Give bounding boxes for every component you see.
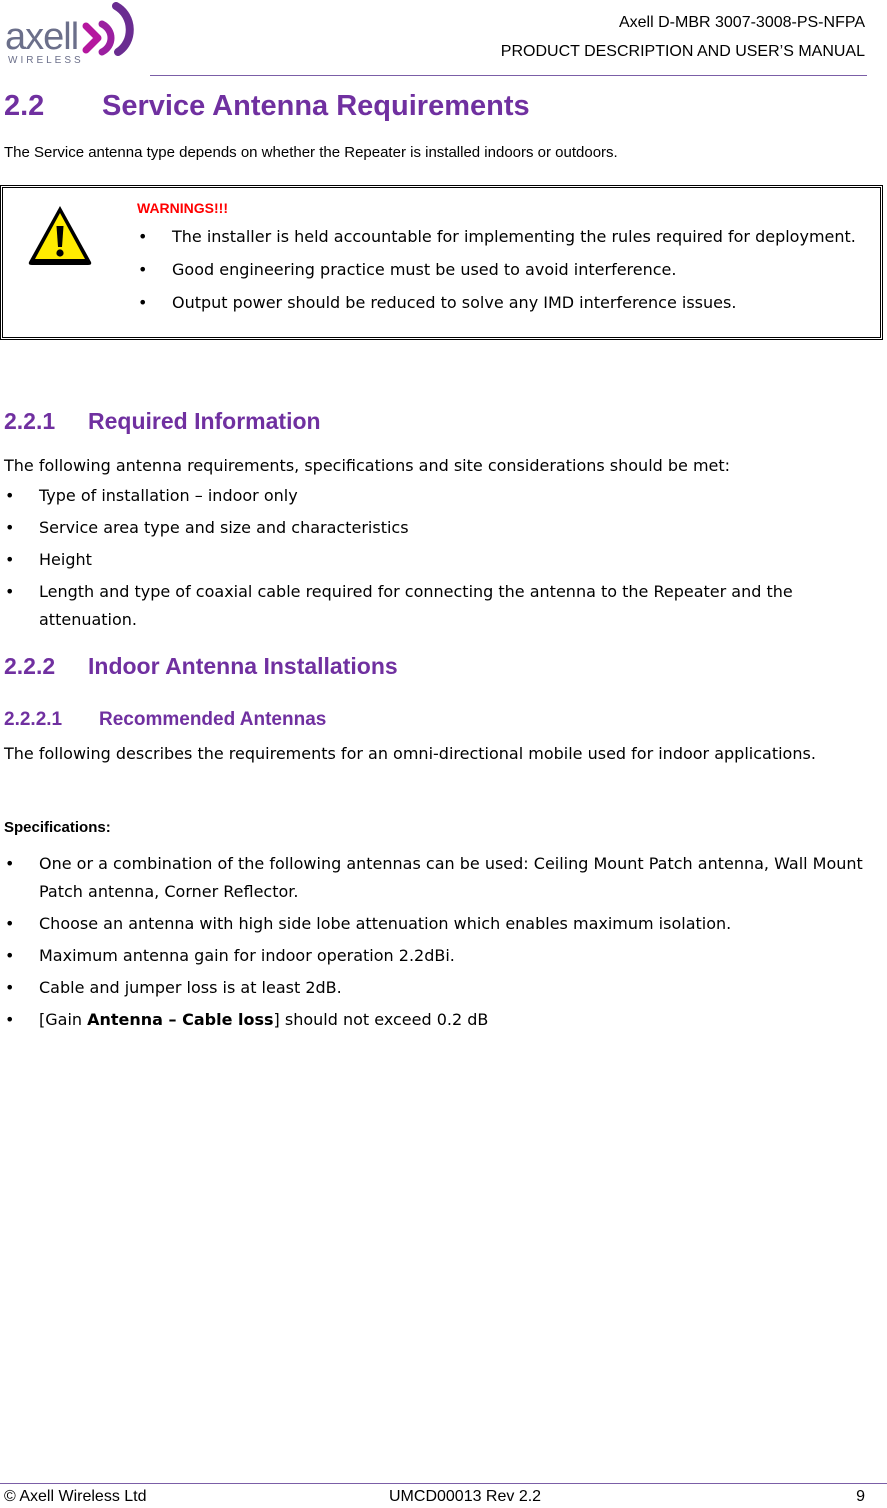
warning-triangle-icon	[25, 202, 95, 268]
header-doc-subtitle: PRODUCT DESCRIPTION AND USER’S MANUAL	[500, 43, 865, 60]
footer-page-number: 9	[856, 1488, 865, 1505]
specifications-list	[4, 850, 884, 1038]
section-heading	[4, 90, 530, 123]
required-info-intro: The following antenna requirements, specifications and site considerations should be met:	[4, 456, 731, 475]
list-item-bold: Antenna – Cable loss	[87, 1010, 274, 1029]
subsubsection-heading	[4, 709, 326, 731]
list-item: • Choose an antenna with high side lobe attenuation which enables maximum isolation.	[4, 910, 884, 938]
list-item: • Cable and jumper loss is at least 2dB.	[4, 974, 884, 1002]
header-doc-title: Axell D-MBR 3007-3008-PS-NFPA	[618, 14, 865, 31]
list-item: • One or a combination of the following antennas can be used: Ceiling Mount Patch antenna, Wall Mount Patch antenna, Corner Reflector.	[4, 850, 884, 906]
logo-wordmark: axell	[5, 16, 79, 58]
logo-subtitle: WIRELESS	[8, 55, 84, 66]
warning-item: • The installer is held accountable for implementing the rules required for deployment.	[133, 224, 856, 249]
subsection-title: Required Information	[88, 408, 321, 434]
warning-list	[133, 224, 856, 315]
subsubsection-number: 2.2.2.1	[4, 709, 63, 730]
list-item: • Height	[4, 546, 884, 574]
footer-divider	[0, 1483, 887, 1484]
logo-chevron-icon	[82, 2, 138, 58]
indoor-intro: The following describes the requirements for an omni-directional mobile used for indoor applications.	[4, 744, 816, 763]
subsection-title: Indoor Antenna Installations	[88, 653, 398, 679]
warning-title: WARNINGS!!!	[137, 200, 228, 216]
warning-item: • Good engineering practice must be used to avoid interference.	[133, 257, 856, 282]
subsection-heading-required-info	[4, 408, 321, 435]
subsection-number: 2.2.1	[4, 408, 56, 434]
section-intro: The Service antenna type depends on whether the Repeater is installed indoors or outdoors.	[4, 144, 618, 161]
header-divider	[150, 75, 867, 76]
subsection-heading-indoor	[4, 653, 398, 680]
subsubsection-title: Recommended Antennas	[99, 709, 327, 730]
list-item: • Maximum antenna gain for indoor operation 2.2dBi.	[4, 942, 884, 970]
list-item-text: [Gain	[39, 1010, 88, 1029]
subsection-number: 2.2.2	[4, 653, 56, 679]
list-item	[4, 1006, 884, 1034]
specifications-label: Specifications:	[4, 819, 111, 836]
axell-logo	[2, 0, 142, 72]
footer-company: © Axell Wireless Ltd	[4, 1488, 147, 1505]
list-item: • Length and type of coaxial cable required for connecting the antenna to the Repeater and the attenuation.	[4, 578, 884, 634]
warning-box	[0, 185, 883, 340]
list-item: • Service area type and size and characteristics	[4, 514, 884, 542]
list-item-text: ] should not exceed 0.2 dB	[273, 1010, 489, 1029]
footer-doc-id: UMCD00013 Rev 2.2	[389, 1488, 542, 1505]
section-title: Service Antenna Requirements	[102, 90, 530, 122]
warning-item: • Output power should be reduced to solve any IMD interference issues.	[133, 290, 856, 315]
required-info-list	[4, 482, 884, 638]
section-number: 2.2	[4, 90, 45, 122]
list-item: • Type of installation – indoor only	[4, 482, 884, 510]
